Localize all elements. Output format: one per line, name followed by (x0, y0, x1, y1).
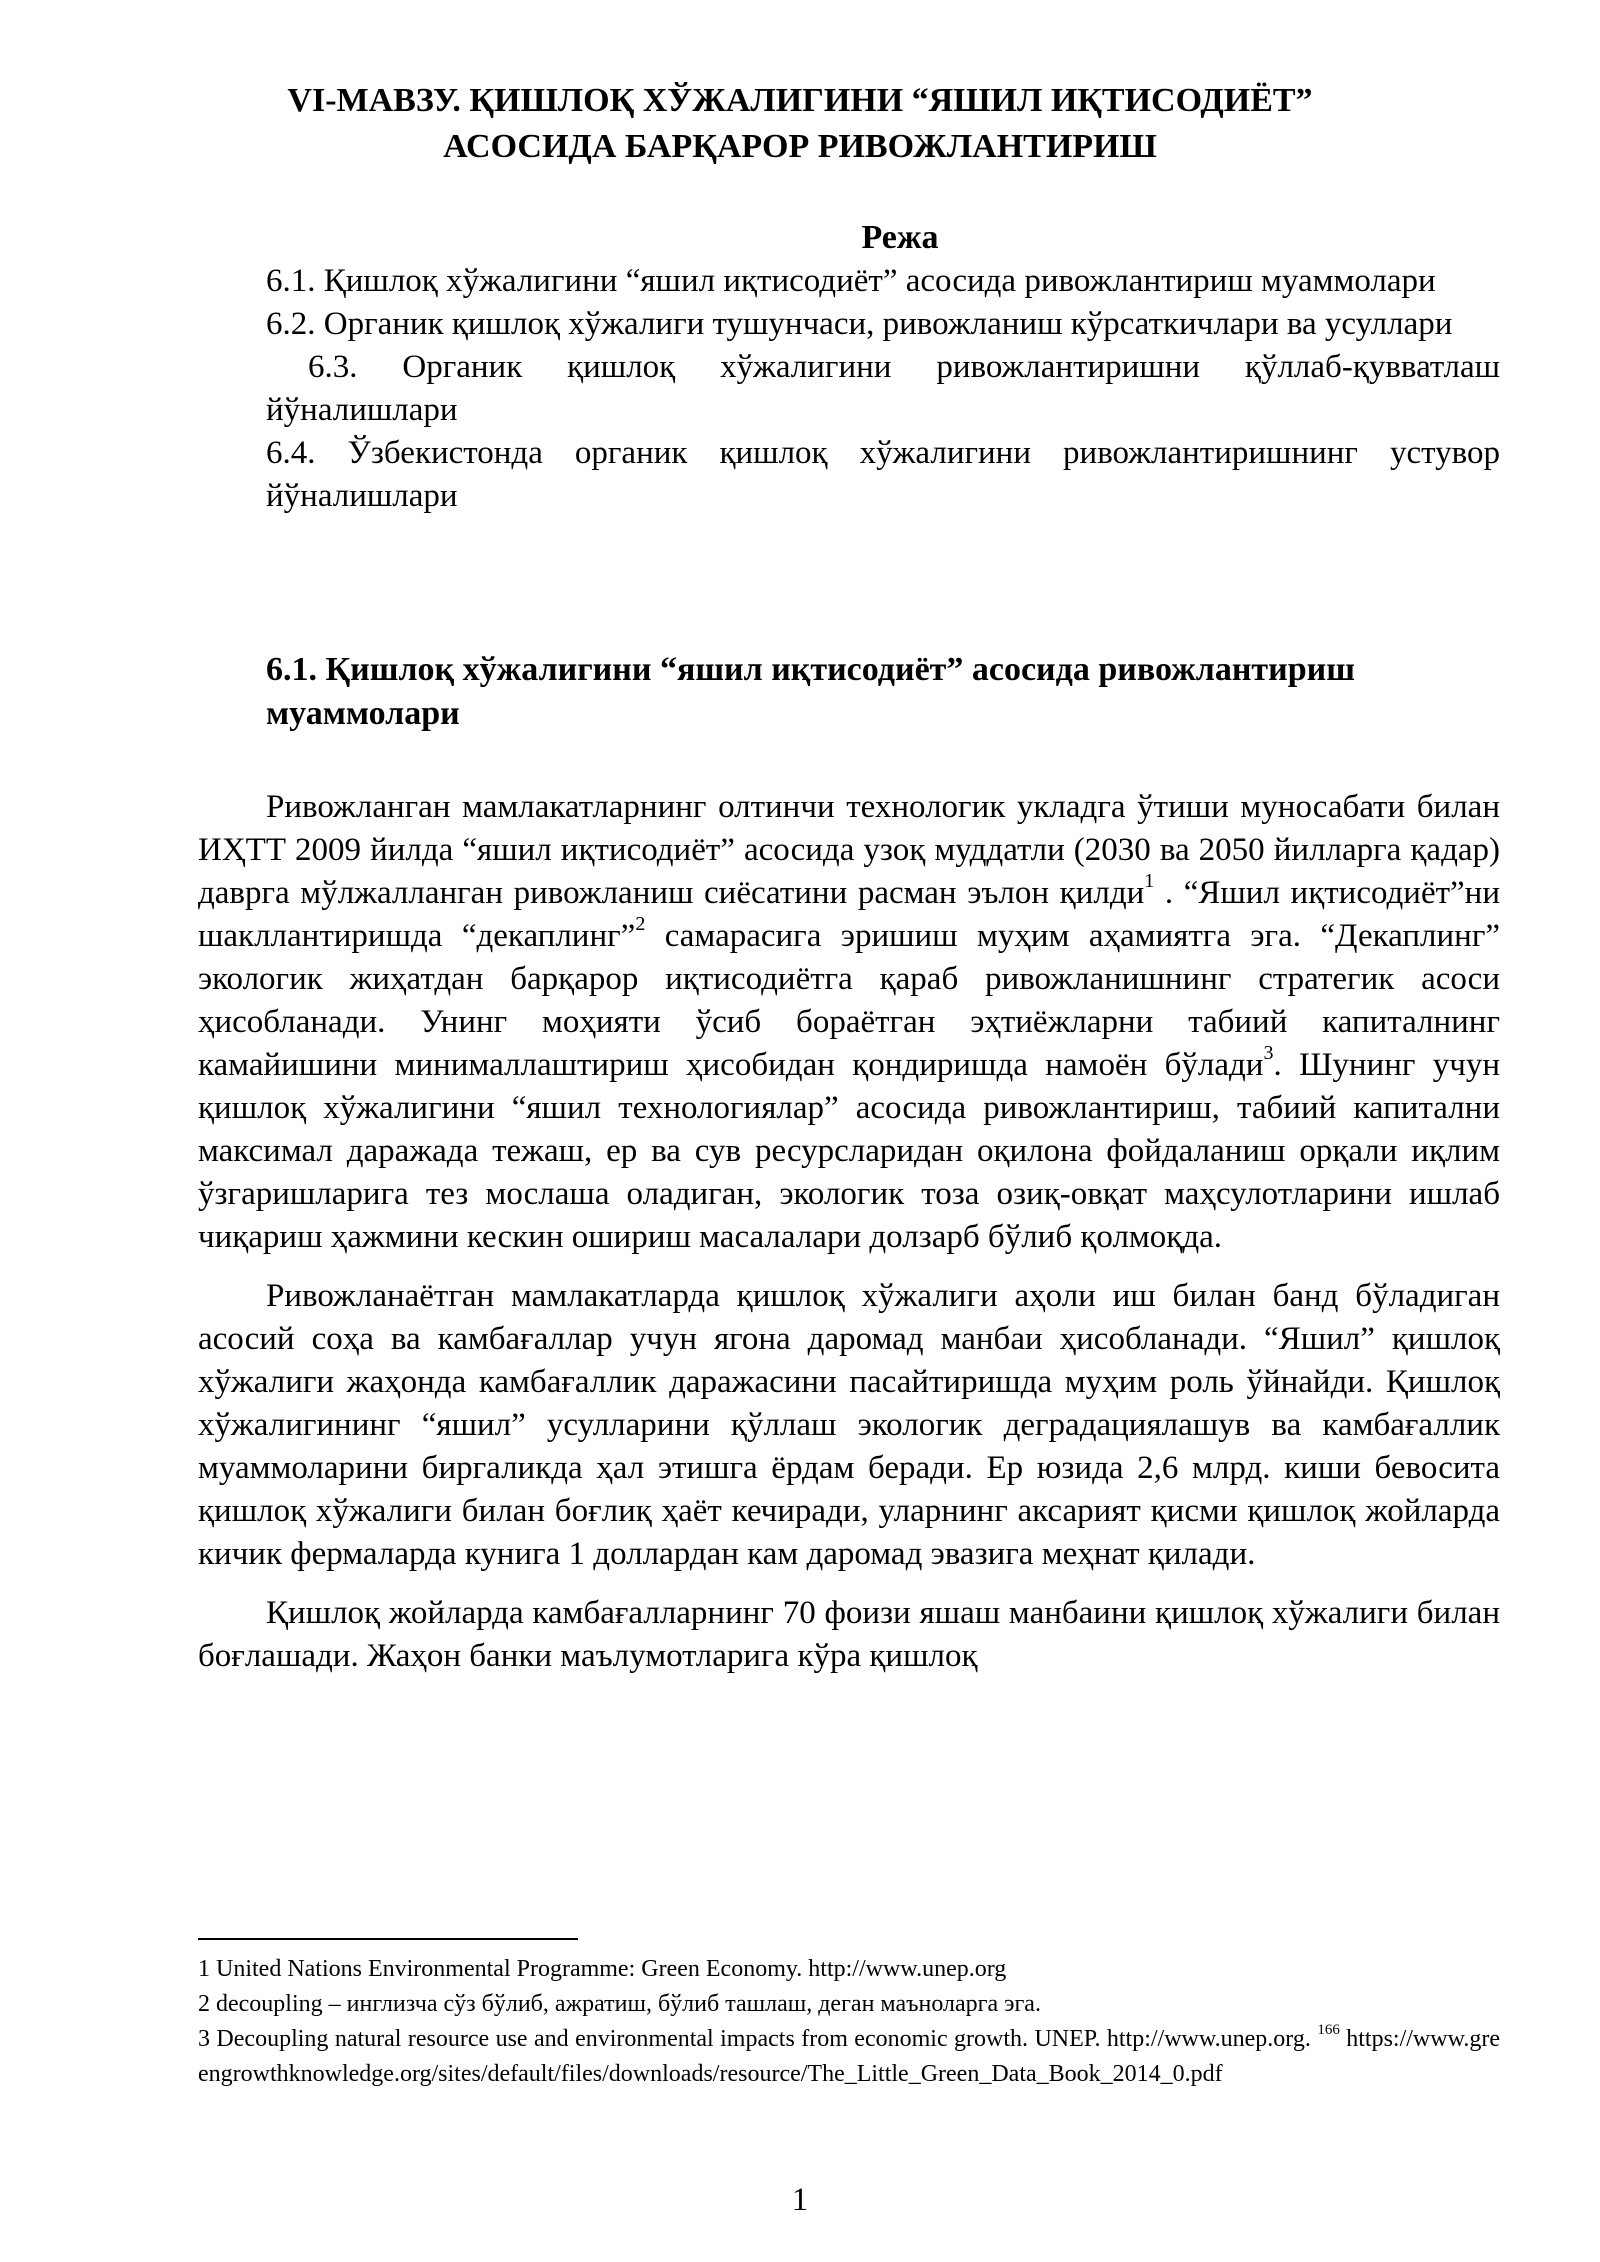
footnote-ref-2: 2 (635, 913, 646, 935)
footnote-3-text: 3 Decoupling natural resource use and environmental impacts from economic growth. UNEP. http://www.unep.org. (198, 2026, 1311, 2052)
paragraph-1 (198, 786, 1500, 1259)
page-number: 1 (791, 2182, 809, 2218)
footnote-separator (198, 1938, 578, 1940)
plan-heading: Режа (861, 219, 939, 256)
paragraph-1-part-2: . “Яшил иқтисодиёт”ни шакллантиришда “декаплинг” (198, 875, 1501, 954)
paragraph-2: Ривожланаётган мамлакатларда қишлоқ хўжалиги аҳоли иш билан банд бўладиган асосий соҳа ва камбағаллар учун ягона даромад манбаи ҳисобланади. “Яшил” қишлоқ хўжалиги жаҳонда камбағаллик даражасини пасайтиришда муҳим роль ўйнайди. Қишлоқ хўжалигининг “яшил” усулларини қўллаш экологик деградациялашув ва камбағаллик муаммоларини биргаликда ҳал этишга ёрдам беради. Ер юзида 2,6 млрд. киши бевосита қишлоқ хўжалиги билан боғлиқ ҳаёт кечиради, уларнинг аксарият қисми қишлоқ жойларда кичик фермаларда кунига 1 доллардан кам даромад эвазига меҳнат қилади. (198, 1278, 1500, 1572)
title-line-1: VI-МАВЗУ. ҚИШЛОҚ ХЎЖАЛИГИНИ “ЯШИЛ ИҚТИСОДИЁТ” (287, 82, 1313, 119)
title-line-2: АСОСИДА БАРҚАРОР РИВОЖЛАНТИРИШ (443, 128, 1157, 165)
footnote-2: 2 decoupling – инглизча сўз бўлиб, ажратиш, бўлиб ташлаш, деган маъноларга эга. (198, 1991, 1041, 2017)
plan-item-6-1: 6.1. Қишлоқ хўжалигини “яшил иқтисодиёт” асосида ривожлантириш муаммолари (266, 263, 1436, 299)
footnote-3-url: https://www.greengrowthknowledge.org/sites/default/files/downloads/resource/The_Little_Green_Data_Book_2014_0.pdf (198, 2026, 1501, 2087)
footnote-1: 1 United Nations Environmental Programme: Green Economy. http://www.unep.org (198, 1956, 1007, 1982)
footnote-ref-3: 3 (1263, 1042, 1274, 1064)
plan-item-6-2: 6.2. Органик қишлоқ хўжалиги тушунчаси, ривожланиш кўрсаткичлари ва усуллари (266, 306, 1453, 342)
paragraph-3: Қишлоқ жойларда камбағалларнинг 70 фоизи яшаш манбаини қишлоқ хўжалиги билан боғлашади. Жаҳон банки маълумотларига кўра қишлоқ (198, 1595, 1500, 1674)
paragraph-1-part-4: . Шунинг учун қишлоқ хўжалигини “яшил технологиялар” асосида ривожлантириш, табиий капитални максимал даражада тежаш, ер ва сув ресурсларидан оқилона фойдаланиш орқали иқлим ўзгаришларига тез мослаша оладиган, экологик тоза озиқ-овқат маҳсулотларини ишлаб чиқариш ҳажмини кескин ошириш масалалари долзарб бўлиб қолмоқда. (198, 1047, 1501, 1255)
plan-list (266, 260, 1500, 518)
section-heading: 6.1. Қишлоқ хўжалигини “яшил иқтисодиёт” асосида ривожлантириш муаммолари (266, 651, 1355, 732)
plan-item-6-3: 6.3. Органик қишлоқ хўжалигини ривожлантиришни қўллаб-қувватлаш йўналишлари (266, 349, 1500, 428)
footnote-3 (198, 2022, 1500, 2092)
footnotes (198, 1952, 1500, 2092)
paragraph-1-part-1: Ривожланган мамлакатларнинг олтинчи технологик укладга ўтиши муносабати билан ИҲТТ 2009 йилда “яшил иқтисодиёт” асосида узоқ муддатли (2030 ва 2050 йилларга қадар) даврга мўлжалланган ривожланиш сиёсатини расман эълон қилди (198, 789, 1500, 911)
document-title (200, 78, 1400, 170)
body-text (198, 786, 1500, 1694)
plan-item-6-4: 6.4. Ўзбекистонда органик қишлоқ хўжалигини ривожлантиришнинг устувор йўналишлари (266, 435, 1500, 514)
paragraph-1-part-3: самарасига эришиш муҳим аҳамиятга эга. “Декаплинг” экологик жиҳатдан барқарор иқтисодиётга қараб ривожланишнинг стратегик асоси ҳисобланади. Унинг моҳияти ўсиб бораётган эҳтиёжларни табиий капиталнинг камайишини минималлаштириш ҳисобидан қондиришда намоён бўлади (198, 918, 1500, 1083)
footnote-source-mark: 166 (1317, 2022, 1340, 2038)
footnote-ref-1: 1 (1144, 870, 1155, 892)
